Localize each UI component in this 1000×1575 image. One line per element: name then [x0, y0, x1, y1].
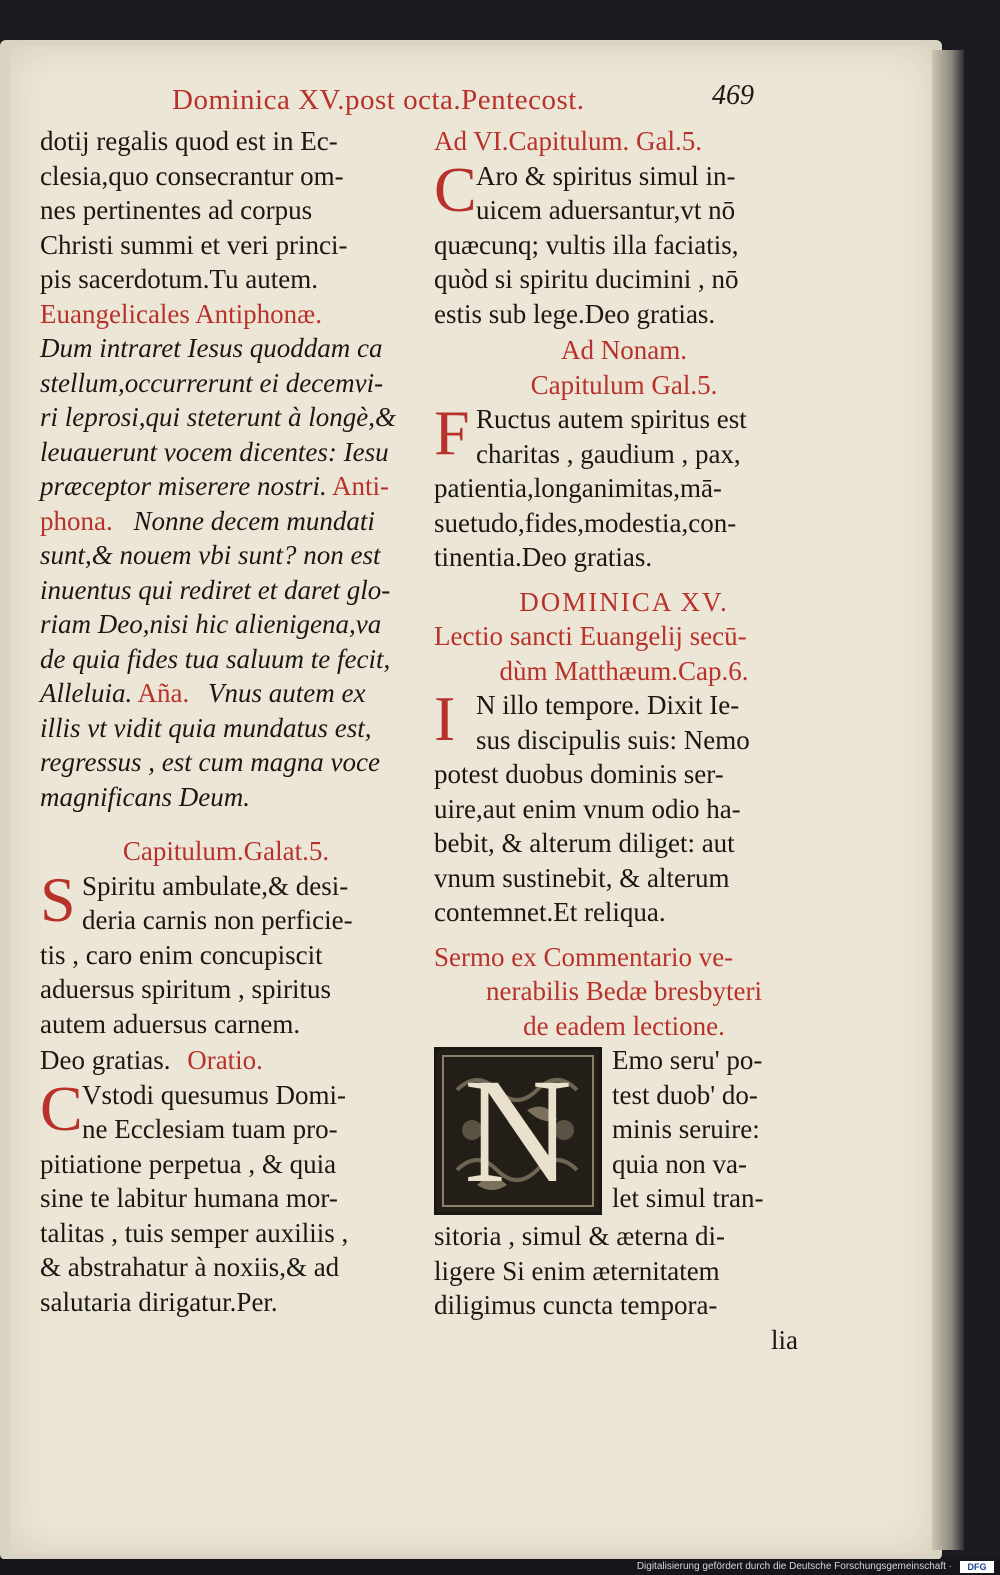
text-run: præceptor miserere nostri.: [40, 471, 327, 501]
text-line: vnum sustinebit, & alterum: [434, 862, 730, 893]
antiphon-heading: Euangelicales Antiphonæ.: [40, 298, 322, 329]
text-line: tis , caro enim concupiscit: [40, 939, 323, 970]
folio-number: 469: [712, 80, 754, 111]
text-line: bebit, & alterum diliget: aut: [434, 828, 735, 858]
text-line: charitas , gaudium , pax,: [476, 438, 741, 469]
sermo-heading-line: Sermo ex Commentario ve-: [434, 941, 734, 972]
capitulum-heading: Capitulum.Galat.5.: [122, 836, 330, 866]
text-line: quòd si spiritu ducimini , nō: [434, 264, 739, 294]
initial-letter: C: [40, 1072, 83, 1144]
none-text: [434, 397, 814, 575]
text-line: dotij regalis quod est in Ec-: [40, 126, 338, 156]
text-line: Dum intraret Iesus quoddam ca: [40, 333, 383, 363]
text-line: uicem aduersantur,vt nō: [476, 195, 736, 225]
text-line: riam Deo,nisi hic alienigena,va: [40, 609, 382, 639]
text-line: deria carnis non perficie-: [82, 905, 353, 935]
footer-credit: [0, 1559, 1000, 1575]
text-line: clesia,quo consecrantur om-: [40, 160, 344, 191]
text-line: diligimus cuncta tempora-: [434, 1290, 718, 1320]
running-head: Dominica XV.post octa.Pentecost.: [172, 84, 585, 116]
text-line: illis vt vidit quia mundatus est,: [40, 712, 372, 743]
text-line: estis sub lege.Deo gratias.: [434, 298, 716, 329]
text-line: Spiritu ambulate,& desi-: [82, 870, 349, 901]
sext-text: [434, 153, 814, 332]
sermo-heading: [434, 940, 814, 1044]
text-run: Vnus autem ex: [207, 678, 366, 708]
rubric-run: Aña.: [137, 678, 190, 708]
text-line: sine te labitur humana mor-: [40, 1183, 338, 1213]
text-line: pis sacerdotum.Tu autem.: [40, 264, 318, 294]
text-line: ne Ecclesiam tuam pro-: [82, 1114, 338, 1144]
text-line: pitiatione perpetua , & quia: [40, 1148, 337, 1179]
text-line: sus discipulis suis: Nemo: [476, 724, 750, 755]
text-line: de quia fides tua saluum te fecit,: [40, 643, 391, 674]
text-line: nes pertinentes ad corpus: [40, 195, 313, 225]
text-line: [40, 1043, 412, 1078]
text-line: inuentus qui rediret et daret glo-: [40, 574, 391, 605]
text-line: stellum,occurrerunt ei decemvi-: [40, 367, 384, 398]
woodcut-initial: [434, 1047, 602, 1215]
capitulum-text: [40, 863, 412, 1042]
rubric-run: phona.: [40, 505, 113, 536]
text-line: talitas , tuis semper auxiliis ,: [40, 1217, 349, 1248]
text-line: sunt,& nouem vbi sunt? non est: [40, 540, 381, 570]
sermo-heading-line: de eadem lectione.: [523, 1010, 725, 1041]
initial-letter: S: [40, 863, 76, 935]
text-line: minis seruire:: [612, 1114, 760, 1144]
text-line: Christi summi et veri princi-: [40, 229, 348, 260]
text-line: Aro & spiritus simul in-: [476, 160, 736, 191]
text-line: Ructus autem spiritus est: [476, 404, 747, 434]
intro-text: [40, 124, 412, 297]
none-capitulum-heading: Capitulum Gal.5.: [530, 369, 718, 400]
page-edge: [932, 50, 964, 1550]
text-run: Alleluia.: [40, 678, 133, 708]
antiphon-text: [40, 331, 412, 814]
text-line: regressus , est cum magna voce: [40, 747, 380, 777]
text-line: N illo tempore. Dixit Ie-: [476, 690, 740, 720]
sext-heading: Ad VI.Capitulum. Gal.5.: [434, 126, 702, 156]
text-line: suetudo,fides,modestia,con-: [434, 507, 737, 538]
sermo-text: [434, 1043, 814, 1357]
text-line: magnificans Deum.: [40, 781, 250, 812]
text-line: test duob' do-: [612, 1079, 758, 1110]
text-line: contemnet.Et reliqua.: [434, 897, 666, 927]
text-line: salutaria dirigatur.Per.: [40, 1286, 278, 1317]
text-line: tinentia.Deo gratias.: [434, 542, 653, 572]
initial-letter: F: [434, 397, 470, 468]
text-line: let simul tran-: [612, 1183, 764, 1213]
text-line: potest duobus dominis ser-: [434, 759, 724, 789]
gospel-text: [434, 683, 814, 930]
oratio-heading: Oratio.: [187, 1045, 263, 1075]
text-line: Emo seru' po-: [612, 1045, 763, 1075]
text-line: Vstodi quesumus Domi-: [82, 1079, 347, 1110]
text-line: quia non va-: [612, 1148, 747, 1179]
dominica-heading: DOMINICA XV.: [519, 586, 729, 617]
initial-letter: I: [434, 683, 456, 754]
dfg-logo: DFG: [960, 1561, 994, 1573]
right-column: [434, 124, 814, 1357]
catchword: lia: [771, 1324, 798, 1355]
text-line: quæcunq; vultis illa faciatis,: [434, 229, 739, 260]
text-line: aduersus spiritum , spiritus: [40, 974, 331, 1004]
text-line: [40, 504, 412, 539]
credit-text: Digitalisierung gefördert durch die Deutsche Forschungsgemeinschaft ·: [636, 1561, 952, 1572]
left-column: [40, 124, 412, 1319]
text-line: [40, 676, 412, 711]
oratio-text: [40, 1072, 412, 1320]
text-line: uire,aut enim vnum odio ha-: [434, 793, 741, 824]
text-run: Deo gratias.: [40, 1045, 171, 1075]
text-line: ligere Si enim æternitatem: [434, 1255, 720, 1286]
text-line: ri leprosi,qui steterunt à longè,&: [40, 402, 396, 432]
sermo-heading-line: nerabilis Bedæ bresbyteri: [486, 976, 762, 1006]
none-heading: Ad Nonam.: [561, 335, 687, 365]
text-line: patientia,longanimitas,mā-: [434, 473, 722, 503]
lectio-heading: dùm Matthæum.Cap.6.: [499, 655, 749, 686]
text-line: sitoria , simul & æterna di-: [434, 1221, 725, 1251]
text-line: & abstrahatur à noxiis,& ad: [40, 1252, 340, 1282]
text-line: [40, 469, 412, 504]
text-line: leuauerunt vocem dicentes: Iesu: [40, 436, 389, 467]
lectio-heading: Lectio sancti Euangelij secū-: [434, 621, 747, 651]
initial-letter: C: [434, 153, 477, 225]
text-line: autem aduersus carnem.: [40, 1008, 301, 1039]
woodcut-letter: N: [463, 1048, 573, 1214]
rubric-run: Anti-: [332, 471, 389, 501]
text-run: Nonne decem mundati: [133, 505, 375, 536]
